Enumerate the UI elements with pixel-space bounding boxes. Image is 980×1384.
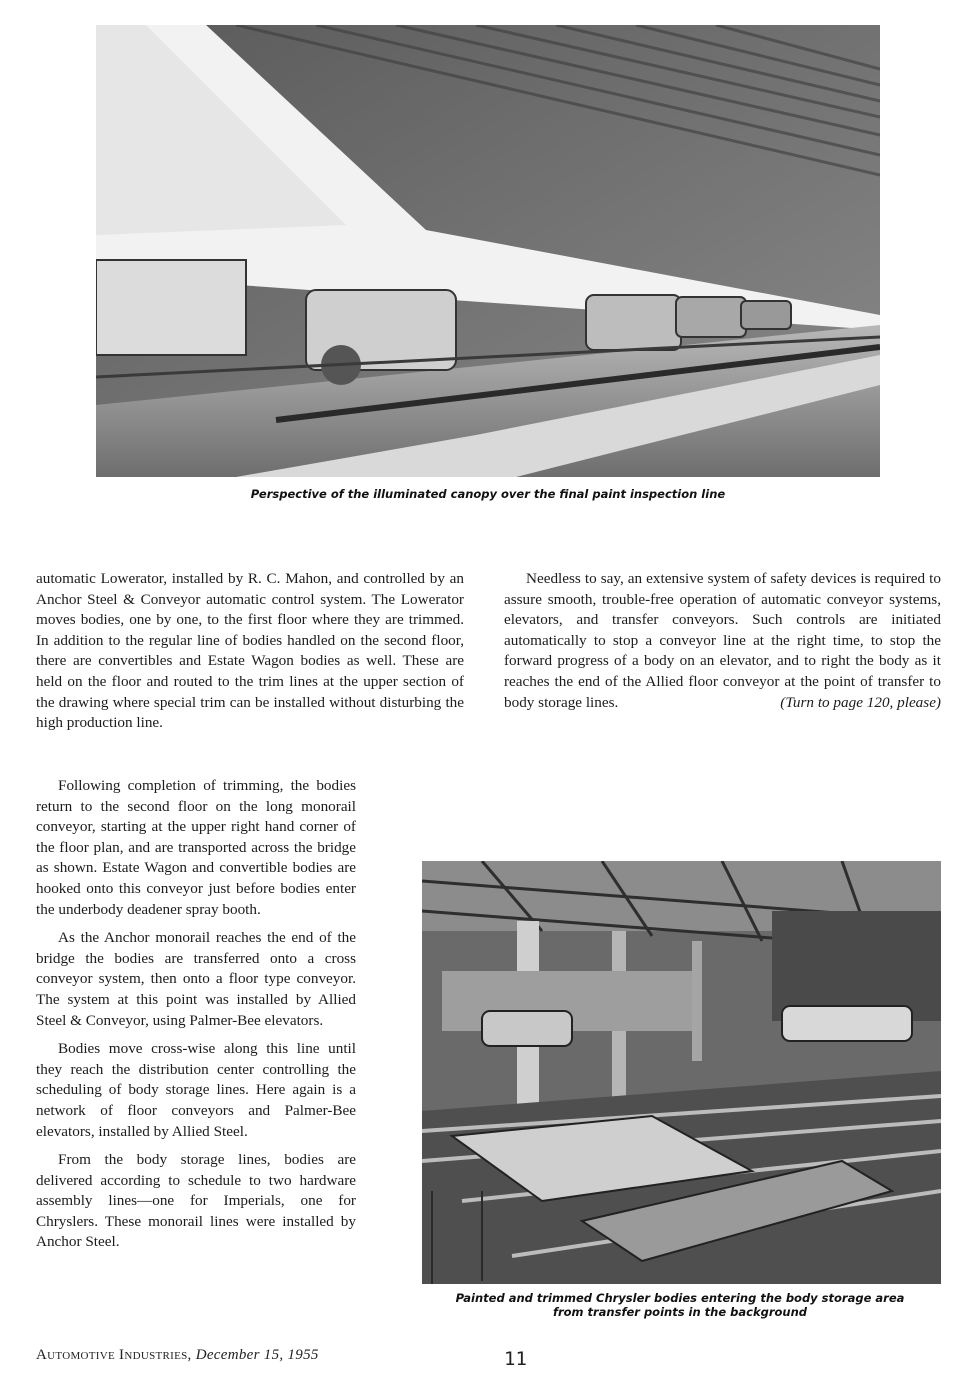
photo-storage-graphic — [422, 861, 941, 1284]
paragraph-text: Needless to say, an extensive system of safety devices is required to assure smooth, trouble-free operation of automatic conveyor systems, elevators, and transfer conveyors. Such controls are initiated automatically to stop a conveyor line at the right time, to stop the forward progress of a body on an elevator, and to right the body as it reaches the end of the Allied floor conveyor at the point of transfer to body storage lines. — [504, 570, 941, 711]
top-photo-caption: Perspective of the illuminated canopy over the final paint inspection line — [250, 487, 726, 501]
publication-footer — [36, 1347, 319, 1364]
publication-name: Automotive Industries, — [36, 1347, 192, 1363]
photo-paint-inspection-canopy — [96, 25, 880, 477]
bottom-photo-caption — [410, 1291, 950, 1319]
paragraph: From the body storage lines, bodies are delivered according to schedule to two hardware assembly lines—one for Imperials, one for Chryslers. These monorail lines were installed by Anchor Steel. — [36, 1151, 356, 1251]
photo-body-storage-area — [422, 861, 941, 1284]
paragraph — [504, 569, 941, 713]
page-number: 11 — [504, 1348, 527, 1370]
paragraph: As the Anchor monorail reaches the end of the bridge the bodies are transferred onto a cross conveyor system, then onto a floor type conveyor. The system at this point was installed by Allied Steel & Conveyor, using Palmer-Bee elevators. — [36, 929, 356, 1029]
paragraph: Bodies move cross-wise along this line until they reach the distribution center controlling the scheduling of body storage lines. Here again is a network of floor conveyors and Palmer-Bee elevators, installed by Allied Steel. — [36, 1040, 356, 1140]
photo-canopy-graphic — [96, 25, 880, 477]
paragraph: automatic Lowerator, installed by R. C. Mahon, and controlled by an Anchor Steel & Conveyor automatic control system. The Lowerator moves bodies, one by one, to the first floor where they are trimmed. In addition to the regular line of bodies handled on the second floor, there are convertibles and Estate Wagon bodies as well. These are held on the floor and routed to the trim lines at the upper section of the drawing where special trim can be installed without disturbing the high production line. — [36, 570, 464, 732]
left-text-column-narrow — [36, 776, 356, 1261]
issue-date: December 15, 1955 — [195, 1347, 319, 1363]
turn-page-note: (Turn to page 120, please) — [780, 693, 941, 711]
paragraph: Following completion of trimming, the bodies return to the second floor on the long monorail conveyor, starting at the upper right hand corner of the floor plan, and are transported across the bridge as shown. Estate Wagon and convertible bodies are hooked onto this conveyor just before bodies enter the underbody deadener spray booth. — [36, 777, 356, 918]
left-text-column — [36, 569, 464, 742]
caption-line: from transfer points in the background — [552, 1305, 808, 1319]
caption-line: Painted and trimmed Chrysler bodies entering the body storage area — [455, 1291, 905, 1305]
right-text-column — [504, 569, 941, 721]
